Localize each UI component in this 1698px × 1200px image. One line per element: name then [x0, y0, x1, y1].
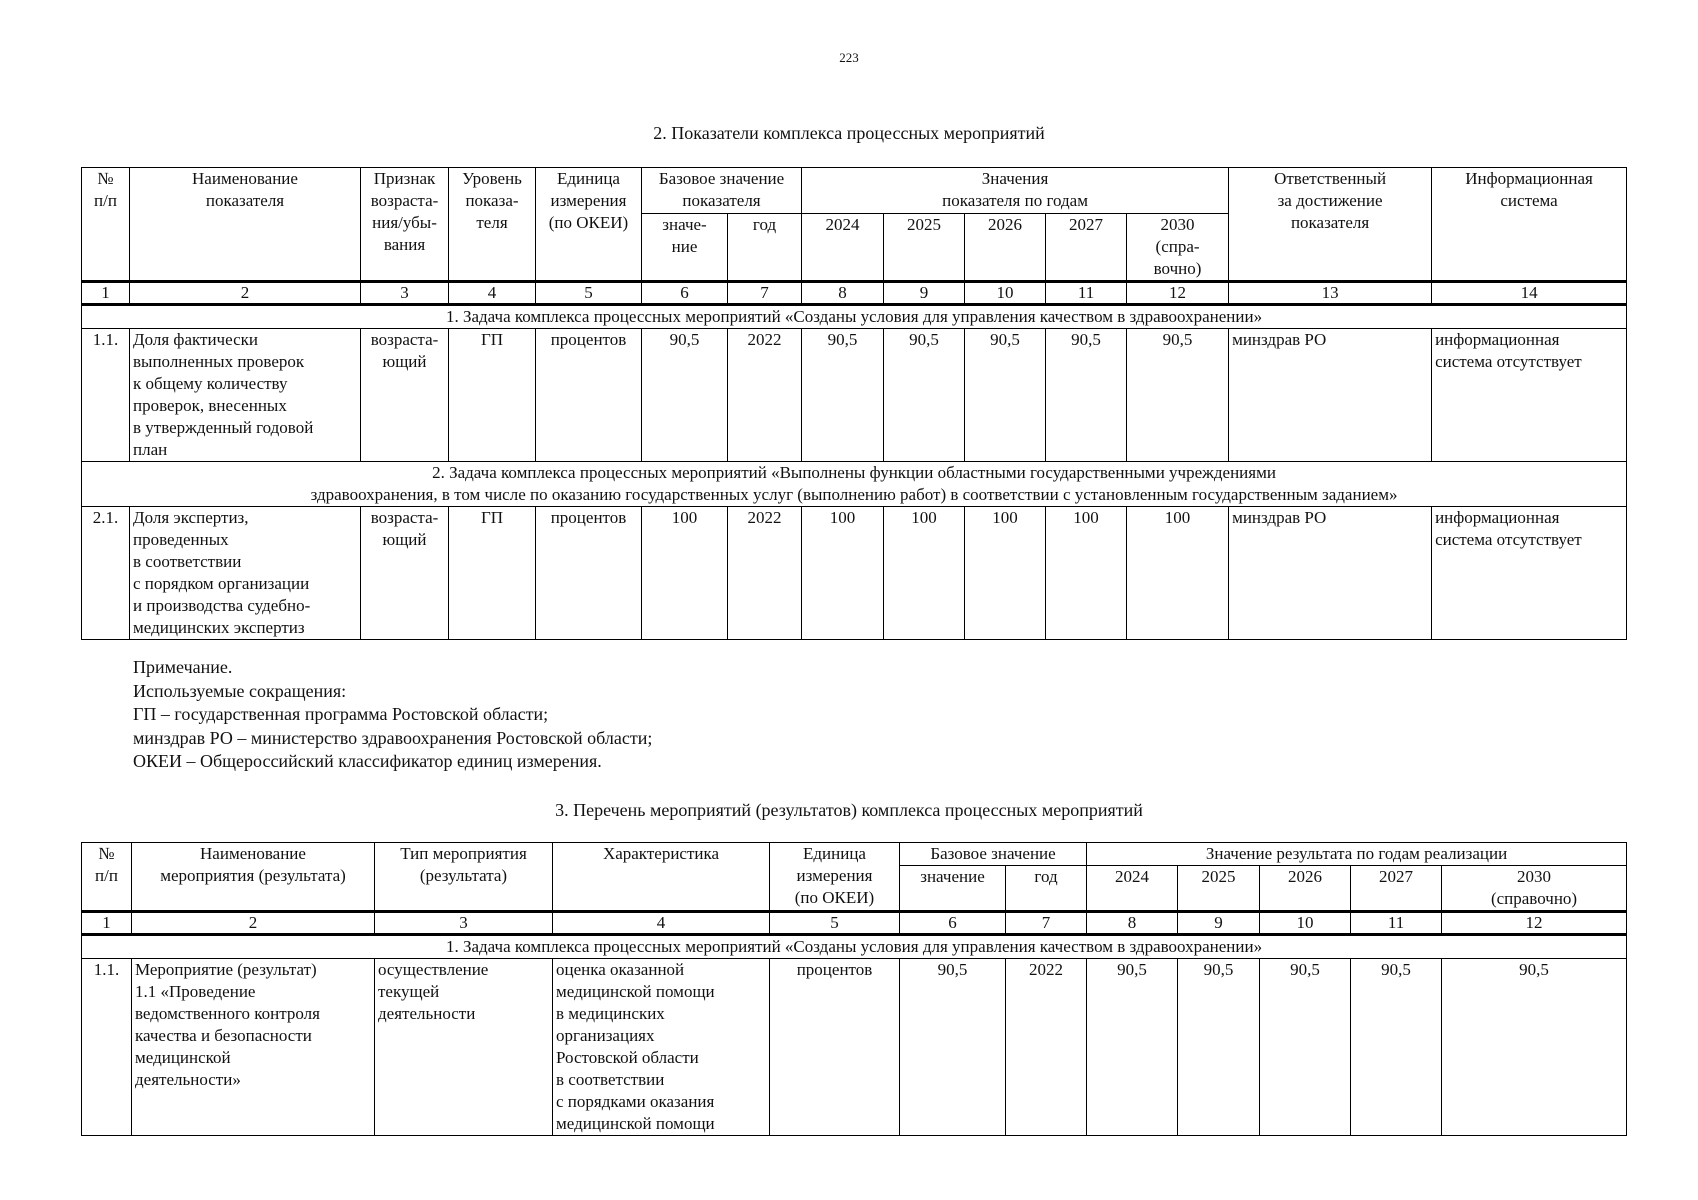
header-year-2030: 2030 (спра- вочно)	[1127, 214, 1229, 282]
col-number: 8	[1087, 912, 1178, 935]
col-number: 5	[536, 282, 642, 305]
col-number: 12	[1127, 282, 1229, 305]
header-year-2024: 2024	[1087, 866, 1178, 912]
row-value-2024: 90,5	[1087, 959, 1178, 1136]
row-responsible: минздрав РО	[1229, 329, 1432, 462]
row-value-2027: 90,5	[1351, 959, 1442, 1136]
table-row	[82, 959, 1627, 1136]
header-base: Базовое значение	[900, 843, 1087, 866]
header-infosystem: Информационная система	[1432, 168, 1627, 282]
row-type: осуществление текущей деятельности	[375, 959, 553, 1136]
col-number: 9	[884, 282, 965, 305]
header-year-2027: 2027	[1351, 866, 1442, 912]
header-values: Значения показателя по годам	[802, 168, 1229, 214]
row-num: 1.1.	[82, 329, 130, 462]
row-unit: процентов	[536, 507, 642, 640]
header-name: Наименование показателя	[130, 168, 361, 282]
row-value-2025: 90,5	[884, 329, 965, 462]
header-characteristic: Характеристика	[553, 843, 770, 912]
col-number: 10	[1260, 912, 1351, 935]
header-year-2026: 2026	[1260, 866, 1351, 912]
header-unit: Единица измерения (по ОКЕИ)	[536, 168, 642, 282]
row-value-2024: 100	[802, 507, 884, 640]
row-characteristic: оценка оказанной медицинской помощи в медицинских организациях Ростовской области в соответствии с порядками оказания медицинской помощи	[553, 959, 770, 1136]
row-num: 1.1.	[82, 959, 132, 1136]
notes-line: Используемые сокращения:	[133, 680, 347, 701]
row-level: ГП	[449, 507, 536, 640]
header-trend: Признак возраста- ния/убы- вания	[361, 168, 449, 282]
col-number: 6	[642, 282, 728, 305]
col-number: 1	[82, 282, 130, 305]
col-number: 2	[130, 282, 361, 305]
header-level: Уровень показа- теля	[449, 168, 536, 282]
row-trend: возраста- ющий	[361, 507, 449, 640]
row-base-value: 90,5	[900, 959, 1006, 1136]
indicators-table	[81, 167, 1627, 640]
row-value-2025: 100	[884, 507, 965, 640]
section-2-heading: 2. Показатели комплекса процессных мероприятий	[653, 123, 1045, 143]
header-base-year: год	[728, 214, 802, 282]
activities-table	[81, 842, 1627, 1136]
row-base-year: 2022	[728, 329, 802, 462]
col-number: 11	[1351, 912, 1442, 935]
row-unit: процентов	[770, 959, 900, 1136]
col-number: 1	[82, 912, 132, 935]
row-base-value: 100	[642, 507, 728, 640]
header-year-2027: 2027	[1046, 214, 1127, 282]
header-year-2024: 2024	[802, 214, 884, 282]
header-num: № п/п	[82, 843, 132, 912]
notes-line: ГП – государственная программа Ростовской области;	[133, 704, 549, 724]
col-number: 4	[553, 912, 770, 935]
col-number: 9	[1178, 912, 1260, 935]
section-3-heading: 3. Перечень мероприятий (результатов) комплекса процессных мероприятий	[555, 800, 1143, 820]
row-trend: возраста- ющий	[361, 329, 449, 462]
row-value-2030: 90,5	[1442, 959, 1627, 1136]
col-number: 11	[1046, 282, 1127, 305]
header-base-value: значе- ние	[642, 214, 728, 282]
row-infosystem: информационная система отсутствует	[1432, 329, 1627, 462]
col-number: 14	[1432, 282, 1627, 305]
row-infosystem: информационная система отсутствует	[1432, 507, 1627, 640]
col-number: 12	[1442, 912, 1627, 935]
table-row	[82, 329, 1627, 462]
header-year-2026: 2026	[965, 214, 1046, 282]
row-base-value: 90,5	[642, 329, 728, 462]
row-name: Мероприятие (результат) 1.1 «Проведение ведомственного контроля качества и безопасности медицинской деятельности»	[132, 959, 375, 1136]
row-base-year: 2022	[728, 507, 802, 640]
table-row	[82, 507, 1627, 640]
row-level: ГП	[449, 329, 536, 462]
col-number: 8	[802, 282, 884, 305]
row-value-2025: 90,5	[1178, 959, 1260, 1136]
task-2-row: 2. Задача комплекса процессных мероприятий «Выполнены функции областными государственными учреждениями здравоохранения, в том числе по оказанию государственных услуг (выполнению работ) в соответствии с установленным государственным заданием»	[82, 462, 1627, 507]
row-name: Доля фактически выполненных проверок к общему количеству проверок, внесенных в утвержденный годовой план	[130, 329, 361, 462]
row-num: 2.1.	[82, 507, 130, 640]
header-num: № п/п	[82, 168, 130, 282]
header-unit: Единица измерения (по ОКЕИ)	[770, 843, 900, 912]
col-number: 4	[449, 282, 536, 305]
row-value-2026: 100	[965, 507, 1046, 640]
col-number: 2	[132, 912, 375, 935]
col-number: 3	[375, 912, 553, 935]
header-responsible: Ответственный за достижение показателя	[1229, 168, 1432, 282]
col-number: 13	[1229, 282, 1432, 305]
col-number: 7	[1006, 912, 1087, 935]
header-year-2025: 2025	[1178, 866, 1260, 912]
header-base: Базовое значение показателя	[642, 168, 802, 214]
col-number: 6	[900, 912, 1006, 935]
row-value-2030: 100	[1127, 507, 1229, 640]
header-base-value: значение	[900, 866, 1006, 912]
header-base-year: год	[1006, 866, 1087, 912]
task-1-row: 1. Задача комплекса процессных мероприятий «Созданы условия для управления качеством в здравоохранении»	[82, 305, 1627, 329]
row-value-2026: 90,5	[965, 329, 1046, 462]
col-number: 3	[361, 282, 449, 305]
header-year-2025: 2025	[884, 214, 965, 282]
header-name: Наименование мероприятия (результата)	[132, 843, 375, 912]
task-1-row: 1. Задача комплекса процессных мероприятий «Созданы условия для управления качеством в здравоохранении»	[82, 935, 1627, 959]
row-unit: процентов	[536, 329, 642, 462]
col-number: 7	[728, 282, 802, 305]
page-number: 223	[839, 50, 859, 65]
row-value-2026: 90,5	[1260, 959, 1351, 1136]
row-responsible: минздрав РО	[1229, 507, 1432, 640]
row-value-2024: 90,5	[802, 329, 884, 462]
row-name: Доля экспертиз, проведенных в соответствии с порядком организации и производства судебно- медицинских экспертиз	[130, 507, 361, 640]
header-year-2030: 2030 (справочно)	[1442, 866, 1627, 912]
col-number: 5	[770, 912, 900, 935]
notes-line: минздрав РО – министерство здравоохранения Ростовской области;	[133, 727, 653, 748]
row-value-2027: 90,5	[1046, 329, 1127, 462]
header-type: Тип мероприятия (результата)	[375, 843, 553, 912]
notes-block	[133, 656, 652, 774]
col-number: 10	[965, 282, 1046, 305]
row-value-2030: 90,5	[1127, 329, 1229, 462]
notes-line: Примечание.	[133, 657, 233, 677]
row-value-2027: 100	[1046, 507, 1127, 640]
notes-line: ОКЕИ – Общероссийский классификатор единиц измерения.	[133, 751, 602, 771]
header-values: Значение результата по годам реализации	[1087, 843, 1627, 866]
row-base-year: 2022	[1006, 959, 1087, 1136]
